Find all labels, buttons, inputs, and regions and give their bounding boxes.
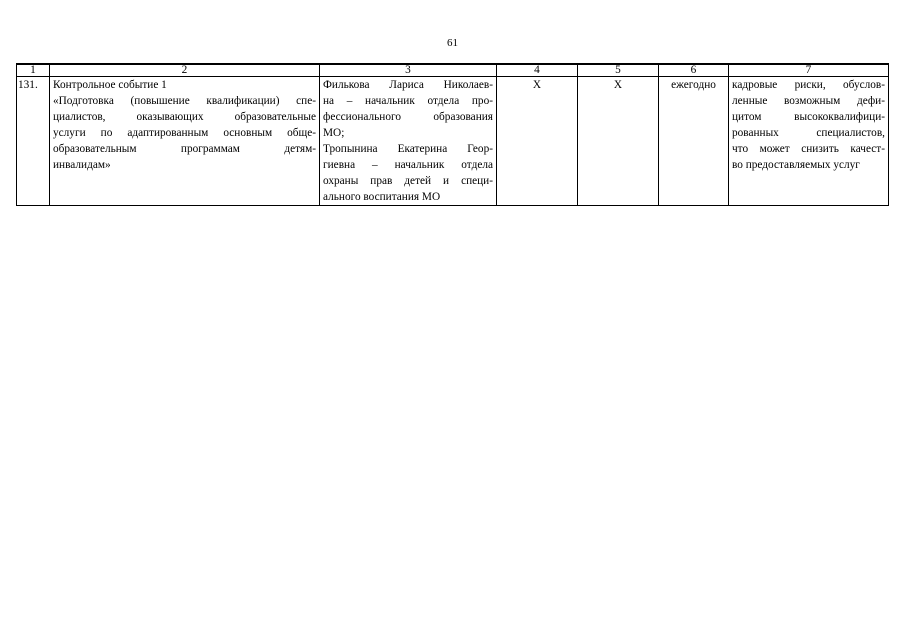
responsible-line: фессионального образования — [323, 111, 493, 123]
header-cell-6: 6 — [659, 64, 729, 77]
responsible-line: ального воспитания МО — [323, 191, 441, 203]
risk-line: ленные возможным дефи- — [732, 95, 885, 107]
responsible-line: гиевна – начальник отдела — [323, 159, 493, 171]
header-cell-1: 1 — [17, 64, 50, 77]
plan-table — [16, 63, 889, 206]
page-number: 61 — [447, 37, 458, 49]
frequency-value: ежегодно — [659, 77, 729, 206]
header-row — [17, 64, 889, 77]
responsible-line: МО; — [323, 127, 345, 139]
col5-value: Х — [578, 77, 659, 206]
event-line: образовательным программам детям- — [53, 143, 316, 155]
risk-line: что может снизить качест- — [732, 143, 885, 155]
header-cell-4: 4 — [497, 64, 578, 77]
col4-value: Х — [497, 77, 578, 206]
table-row — [17, 77, 889, 206]
header-cell-2: 2 — [50, 64, 320, 77]
header-cell-7: 7 — [729, 64, 889, 77]
responsible-line: Тропынина Екатерина Геор- — [323, 143, 493, 155]
responsible-cell — [320, 77, 497, 206]
header-cell-5: 5 — [578, 64, 659, 77]
responsible-line: охраны прав детей и специ- — [323, 175, 493, 187]
risk-line: кадровые риски, обуслов- — [732, 79, 885, 91]
responsible-line: на – начальник отдела про- — [323, 95, 493, 107]
event-cell — [50, 77, 320, 206]
risk-line: во предоставляемых услуг — [732, 159, 860, 171]
header-cell-3: 3 — [320, 64, 497, 77]
risk-line: рованных специалистов, — [732, 127, 885, 139]
event-line: инвалидам» — [53, 159, 111, 171]
event-line: услуги по адаптированным основным обще- — [53, 127, 316, 139]
event-line: «Подготовка (повышение квалификации) спе- — [53, 95, 316, 107]
responsible-line: Филькова Лариса Николаев- — [323, 79, 493, 91]
event-line: Контрольное событие 1 — [53, 79, 167, 91]
event-line: циалистов, оказывающих образовательные — [53, 111, 316, 123]
row-number: 131. — [17, 77, 50, 206]
risk-cell — [729, 77, 889, 206]
risk-line: цитом высококвалифици- — [732, 111, 885, 123]
